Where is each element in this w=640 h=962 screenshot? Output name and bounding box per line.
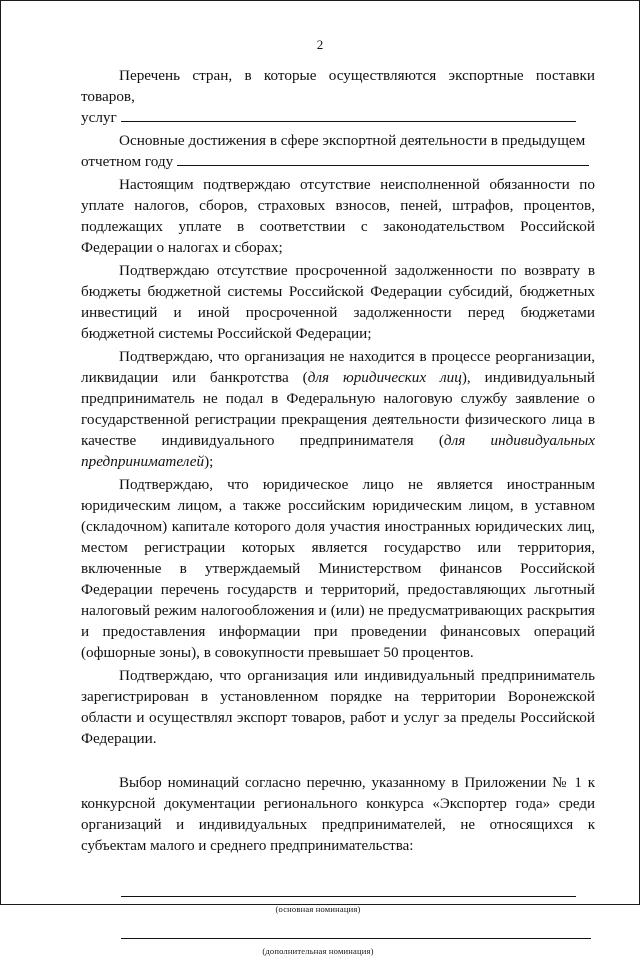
additional-nomination-caption: (дополнительная номинация) bbox=[262, 946, 374, 956]
countries-text: Перечень стран, в которые осуществляются экспортные поставки товаров, bbox=[81, 67, 595, 105]
countries-tail: услуг bbox=[81, 109, 117, 126]
page-number: 2 bbox=[316, 37, 324, 52]
paragraph-achievements bbox=[81, 130, 595, 172]
paragraph-registered-voronezh: Подтверждаю, что организация или индивидуальный предприниматель зарегистрирован в установленном порядке на территории Воронежской области и осуществлял экспорт товаров, работ и услуг за пределы Российской Федерации. bbox=[81, 667, 595, 747]
nomination-selection-text: Выбор номинаций согласно перечню, указанному в Приложении № 1 к конкурсной документации регионального конкурса «Экспортер года» среди организаций и индивидуальных предпринимателей, не относящихся к субъектам малого и среднего предпринимательства: bbox=[81, 775, 595, 854]
additional-nomination-field[interactable] bbox=[121, 920, 591, 939]
no-reorg-text-b: ), индивидуальный предприниматель не подал в Федеральную налоговую службу заявление о государственной регистрации прекращения деятельности физического лица в качестве индивидуального предпринимателя ( bbox=[81, 369, 595, 449]
no-reorg-italic-b: для индивидуальных предпринимателей bbox=[81, 432, 596, 470]
achievements-tail: отчетном году bbox=[81, 153, 174, 170]
achievements-fill-line[interactable] bbox=[177, 151, 589, 166]
paragraph-no-reorg bbox=[81, 346, 595, 472]
main-nomination-caption: (основная номинация) bbox=[275, 904, 361, 914]
paragraph-no-budget-debt: Подтверждаю отсутствие просроченной задолженности по возврату в бюджеты бюджетной системы Российской Федерации субсидий, бюджетных инвестиций и иной просроченной задолженности перед бюджетами бюджетной системы Российской Федерации; bbox=[81, 262, 595, 342]
paragraph-countries bbox=[81, 65, 595, 128]
no-reorg-italic-a: для юридических лиц bbox=[307, 369, 462, 386]
no-reorg-text-c: ); bbox=[204, 453, 214, 470]
achievements-text: Основные достижения в сфере экспортной деятельности в предыдущем bbox=[119, 132, 586, 149]
no-reorg-text-a: Подтверждаю, что организация не находится в процессе реорганизации, ликвидации или банкротства ( bbox=[81, 348, 595, 386]
paragraph-not-foreign: Подтверждаю, что юридическое лицо не является иностранным юридическим лицом, а также российским юридическим лицом, в уставном (складочном) капитале которого доля участия иностранных юридических лиц, местом регистрации которых является государство или территория, включенные в утверждаемый Министерством финансов Российской Федерации перечень государств и территорий, предоставляющих льготный налоговый режим налогообложения и (или) не предусматривающих раскрытия и предоставления информации при проведении финансовых операций (офшорные зоны), в совокупности превышает 50 процентов. bbox=[81, 476, 595, 661]
countries-fill-line[interactable] bbox=[121, 107, 576, 122]
paragraph-no-tax-debt: Настоящим подтверждаю отсутствие неисполненной обязанности по уплате налогов, сборов, страховых взносов, пеней, штрафов, процентов, подлежащих уплате в соответствии с законодательством Российской Федерации о налогах и сборах; bbox=[81, 176, 595, 256]
document-body bbox=[81, 65, 595, 962]
main-nomination-field[interactable] bbox=[121, 872, 576, 897]
